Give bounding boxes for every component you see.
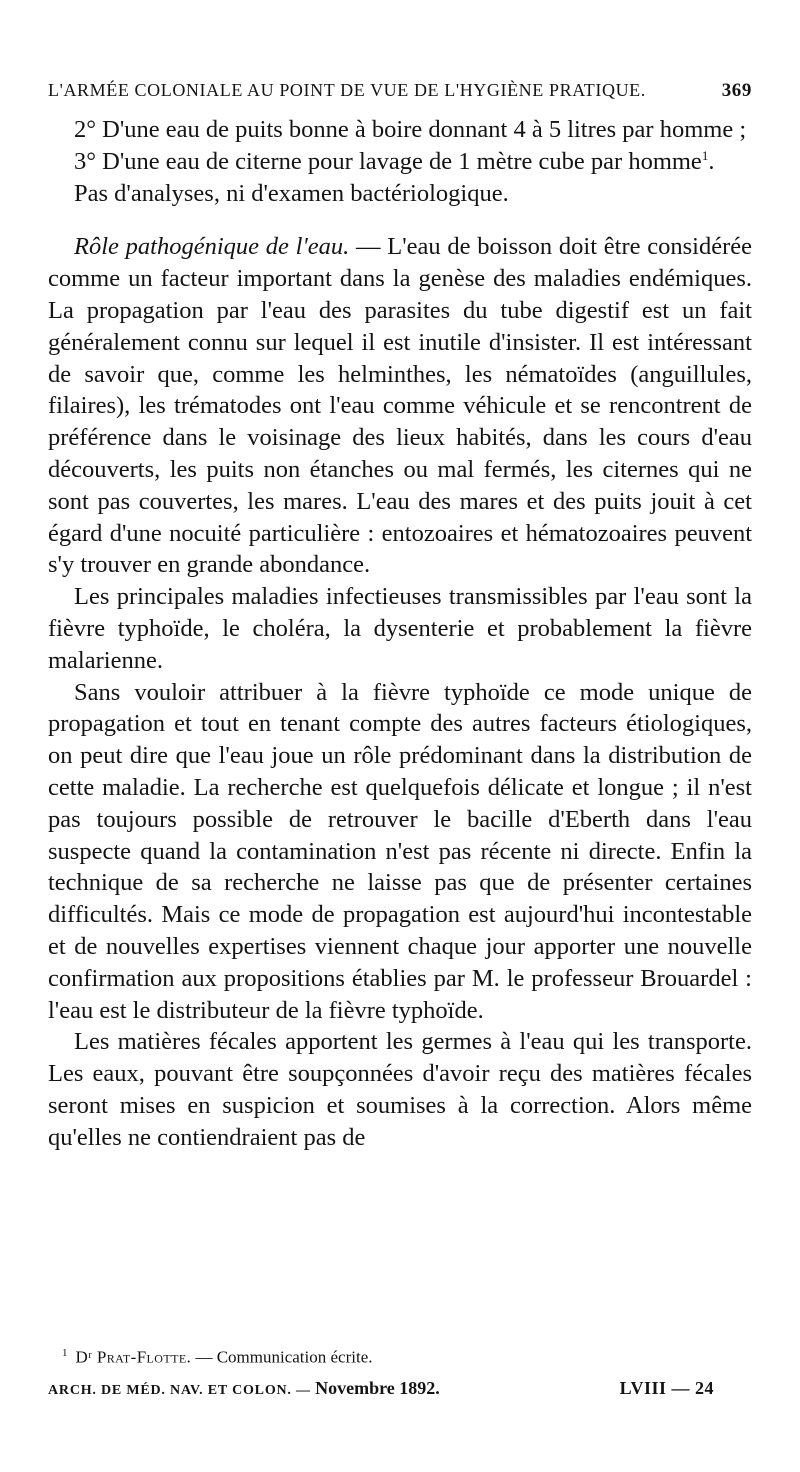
journal-signature (48, 1378, 440, 1399)
page-number: 369 (721, 80, 752, 101)
running-header (48, 80, 752, 102)
issue-date: Novembre 1892. (315, 1378, 440, 1398)
list-item-well-water: 2° D'une eau de puits bonne à boire donnant 4 à 5 litres par homme ; (74, 116, 747, 143)
signature-line (48, 1378, 752, 1399)
cistern-water-text: 3° D'une eau de citerne pour lavage de 1 mètre cube par homme (74, 147, 702, 175)
main-text (48, 114, 752, 1154)
running-title: L'ARMÉE COLONIALE AU POINT DE VUE DE L'HYGIÈNE PRATIQUE. (48, 80, 646, 100)
footnote-reference[interactable]: 1 (701, 147, 709, 163)
list-item-cistern-water (48, 146, 752, 178)
footnote-marker: 1 (62, 1347, 68, 1359)
sheet-mark: LVIII — 24 (619, 1378, 714, 1398)
no-analysis-line: Pas d'analyses, ni d'examen bactériologique. (74, 179, 509, 207)
footnote (62, 1343, 752, 1368)
footnote-text: — Communication écrite. (195, 1347, 373, 1367)
paragraph-typhoid: Sans vouloir attribuer à la fièvre typhoïde ce mode unique de propagation et tout en tenant compte des autres facteurs étiologiques, on peut dire que l'eau joue un rôle prédominant dans la distribution de cette maladie. La recherche est quelquefois délicate et longue ; il n'est pas toujours possible de retrouver le bacille d'Eberth dans l'eau suspecte quand la contamination n'est pas récente ni directe. Enfin la technique de sa recherche ne laisse pas que de présenter certaines difficultés. Mais ce mode de propagation est aujourd'hui incontestable et de nouvelles expertises viennent chaque jour apporter une nouvelle confirmation aux propositions établies par M. le professeur Brouardel : l'eau est le distributeur de la fièvre typhoïde. (48, 678, 752, 1024)
section-title: Rôle pathogénique de l'eau. (74, 233, 350, 261)
paragraph-pathogenic-role-text: — L'eau de boisson doit être considérée comme un facteur important dans la genèse des maladies endémiques. La propagation par l'eau des parasites du tube digestif est un fait généralement connu sur lequel il est inutile d'insister. Il est intéressant de savoir que, comme les helminthes, les nématoïdes (anguillules, filaires), les trématodes ont l'eau comme véhicule et se rencontrent de préférence dans le voisinage des lieux habités, dans les cours d'eau découverts, les puits non étanches ou mal fermés, les citernes qui ne sont pas couvertes, les mares. L'eau des mares et des puits jouit à cet égard d'une nocuité particulière : entozoaires et hématozoaires peuvent s'y trouver en grande abondance. (48, 233, 752, 579)
journal-name: ARCH. DE MÉD. NAV. ET COLON. — (48, 1383, 311, 1398)
paragraph-pathogenic-role (48, 231, 752, 581)
cistern-water-end: . (708, 147, 715, 175)
paragraph-infectious-diseases: Les principales maladies infectieuses transmissibles par l'eau sont la fièvre typhoïde, le choléra, la dysenterie et probablement la fièvre malarienne. (48, 583, 752, 674)
footnote-author: Dʳ Prat-Flotte. (75, 1347, 192, 1367)
paragraph-fecal-matter: Les matières fécales apportent les germes à l'eau qui les transporte. Les eaux, pouvant être soupçonnées d'avoir reçu des matières fécales seront mises en suspicion et soumises à la correction. Alors même qu'elles ne contiendraient pas de (48, 1028, 752, 1151)
